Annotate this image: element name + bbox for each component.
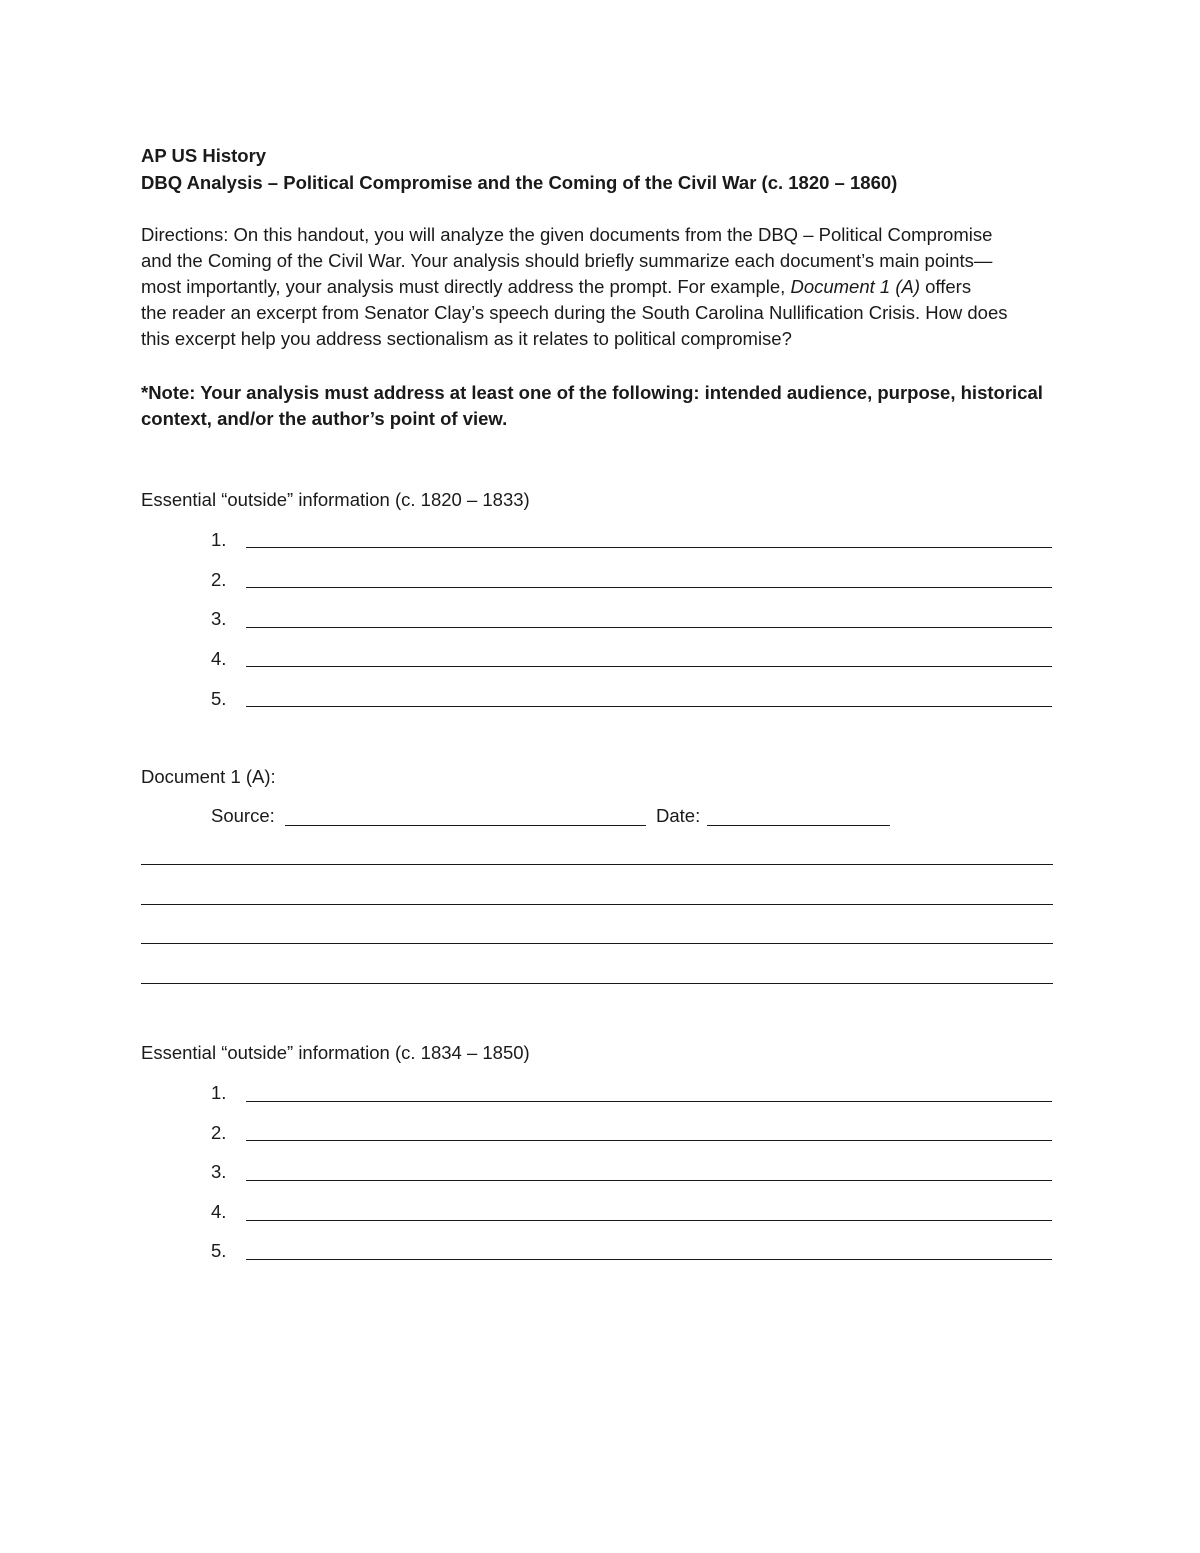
list-item-number: 2. [211,1122,227,1143]
answer-line[interactable] [246,587,1052,588]
directions-text: most importantly, your analysis must directly address the prompt. For example, [141,276,791,297]
directions-line [141,274,1071,300]
note-paragraph [141,380,1071,432]
list-item-number: 1. [211,1082,227,1103]
note-line: *Note: Your analysis must address at least one of the following: intended audience, purpose, historical [141,382,1043,403]
answer-line[interactable] [246,1220,1052,1221]
answer-line[interactable] [246,547,1052,548]
document-heading: Document 1 (A): [141,766,276,787]
directions-paragraph [141,222,1071,352]
list-item-number: 3. [211,608,227,629]
directions-text: offers [920,276,972,297]
analysis-line[interactable] [141,983,1053,984]
section-heading-1820-1833: Essential “outside” information (c. 1820 – 1833) [141,489,530,510]
answer-line[interactable] [246,1101,1052,1102]
directions-line: and the Coming of the Civil War. Your analysis should briefly summarize each document’s main points— [141,250,993,271]
list-item-number: 2. [211,569,227,590]
directions-line: the reader an excerpt from Senator Clay’s speech during the South Carolina Nullification Crisis. How does [141,302,1008,323]
date-label: Date: [656,805,701,826]
answer-line[interactable] [246,627,1052,628]
course-title: AP US History [141,145,267,166]
source-field[interactable] [285,825,646,826]
analysis-line[interactable] [141,904,1053,905]
note-line: context, and/or the author’s point of view. [141,408,508,429]
answer-line[interactable] [246,1259,1052,1260]
list-item-number: 5. [211,688,227,709]
section-heading-1834-1850: Essential “outside” information (c. 1834 – 1850) [141,1042,530,1063]
handout-title: DBQ Analysis – Political Compromise and the Coming of the Civil War (c. 1820 – 1860) [141,172,898,193]
list-item-number: 4. [211,1201,227,1222]
answer-line[interactable] [246,666,1052,667]
analysis-line[interactable] [141,943,1053,944]
answer-line[interactable] [246,1140,1052,1141]
list-item-number: 5. [211,1240,227,1261]
analysis-line[interactable] [141,864,1053,865]
list-item-number: 1. [211,529,227,550]
document-reference: Document 1 (A) [790,276,920,297]
source-label: Source: [211,805,275,826]
list-item-number: 3. [211,1161,227,1182]
date-field[interactable] [707,825,890,826]
answer-line[interactable] [246,1180,1052,1181]
answer-line[interactable] [246,706,1052,707]
directions-line: Directions: On this handout, you will analyze the given documents from the DBQ – Political Compromise [141,224,993,245]
list-item-number: 4. [211,648,227,669]
directions-line: this excerpt help you address sectionalism as it relates to political compromise? [141,328,792,349]
